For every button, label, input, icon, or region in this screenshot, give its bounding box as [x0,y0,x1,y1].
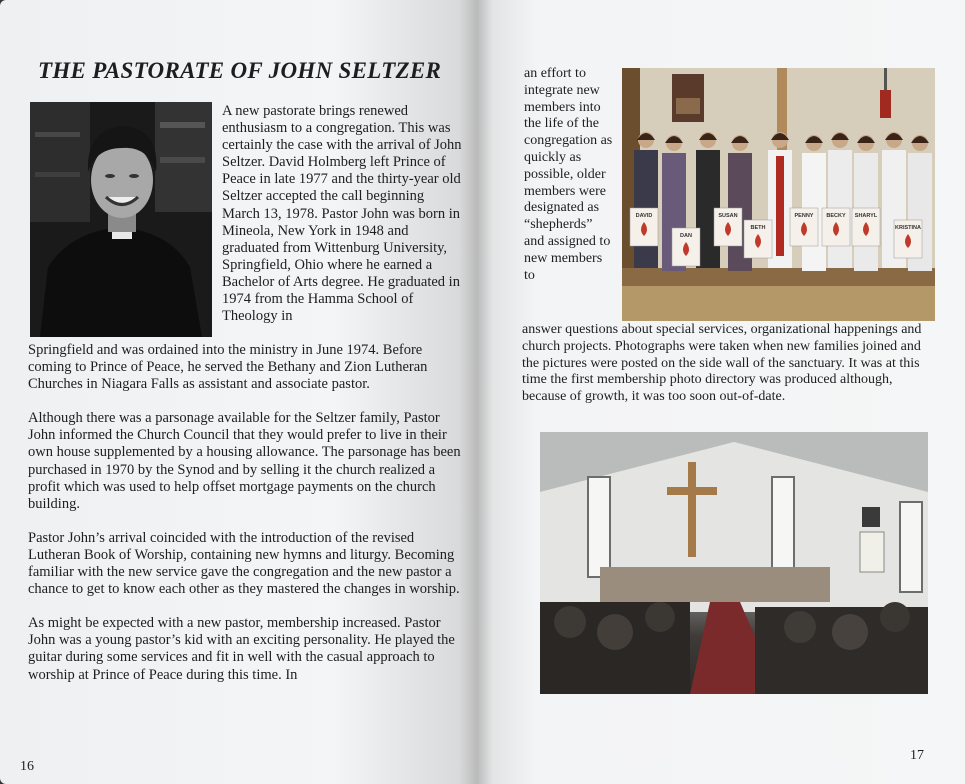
portrait-photo [30,102,212,337]
page-number-left: 16 [20,759,34,774]
intro-paragraph: A new pastorate brings renewed enthusiasm to a congregation. This was certainly the case with the arrival of John Seltzer. David Holmberg left Prince of Peace in late 1977 and the thirty-year old Seltzer accepted the call beginning March 13, 1978. Pastor John was born in Mineola, New York in 1948 and graduated from Wittenburg University, Springfield, Ohio where he earned a Bachelor of Arts degree. He graduated in 1974 from the Hamma School of Theology in [222,103,462,325]
banner-name-label: DAVID [635,213,653,219]
banner-name-label: BETH [750,225,766,231]
banner-name-label: SHARYL [854,213,878,219]
right-body-text [522,322,934,406]
page-number-right: 17 [910,748,924,763]
paragraph-ordination: Springfield and was ordained into the ministry in June 1974. Before coming to Prince of Peace, he served the Bethany and Zion Lutheran Churches in Niagara Falls as assistant and associate pastor. [28,342,428,393]
banner-name-label: DAN [680,233,692,239]
paragraph-book-of-worship: Pastor John’s arrival coincided with the introduction of the revised Lutheran Book of Worship, containing new hymns and liturgy. Becoming familiar with the new service gave the congregation and the new pastor a chance to get to know each other as they mastered the changes in worship. [28,529,460,598]
page-title: THE PASTORATE OF JOHN SELTZER [38,58,442,83]
sanctuary-image [540,432,928,694]
paragraph-parsonage: Although there was a parsonage available for the Seltzer family, Pastor John informed the Church Council that they would prefer to live in their own house supplemented by a housing allowance. The parsonage has been purchased in 1970 by the Synod and by selling it the church realized a profit which was used to help offset mortgage payments on the church building. [28,410,461,512]
shepherds-paragraph: an effort to integrate new members into the life of the congregation as quickly as possible, older members were designated as “shepherds” and assigned to new members to [524,66,613,283]
banner-name-label: BECKY [826,213,846,219]
pastor-stole [776,156,784,256]
group-photo [622,68,935,321]
photographs-paragraph: answer questions about special services, organizational happenings and church projects. Photographs were taken when new families joined and the pictures were posted on the side wall of the sanctuary. It was at this time the first membership photo directory was produced although, because of growth, it was too soon out-of-date. [522,322,922,405]
left-body-text [28,342,464,701]
paragraph-membership: As might be expected with a new pastor, membership increased. Pastor John was a young pastor’s kid with an exciting personality. He played the guitar during some services and fit in well with the casual approach to worship at Prince of Peace during this time. In [28,615,455,683]
banner-name-label: KRISTINA [895,225,921,231]
pastor-portrait-image [30,102,212,337]
banner-name-label: SUSAN [718,213,738,219]
sanctuary-photo [540,432,928,694]
banner-name-label: PENNY [794,213,814,219]
left-page [0,0,478,784]
confirmation-group-image [622,68,935,321]
wrapped-paragraph [222,103,462,325]
wrapped-paragraph-right [524,66,616,284]
